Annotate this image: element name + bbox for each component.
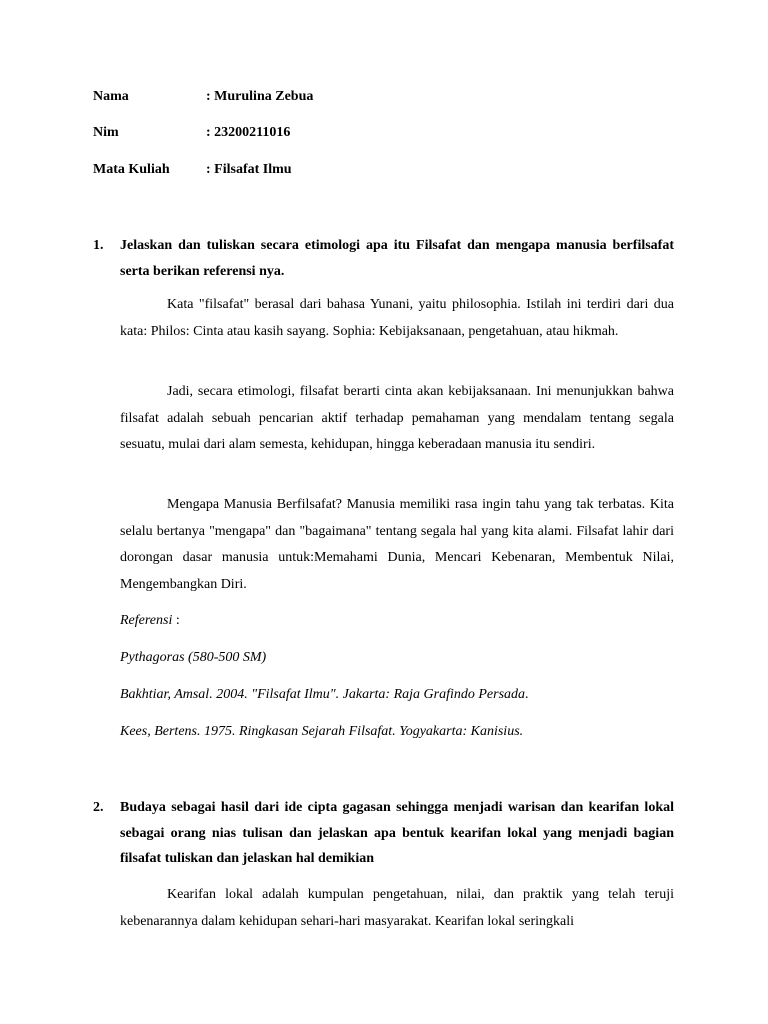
- nim-label: Nim: [93, 125, 119, 140]
- reference-2-text: Bakhtiar, Amsal. 2004. "Filsafat Ilmu". Jakarta: Raja Grafindo Persada: [120, 687, 526, 702]
- references-heading: [120, 611, 674, 631]
- answer-1-paragraph-3: Mengapa Manusia Berfilsafat? Manusia memiliki rasa ingin tahu yang tak terbatas. Kita selalu bertanya "mengapa" dan "bagaimana" tentang segala hal yang kita alami. Filsafat lahir dari dorongan dasar manusia untuk:Memahami Dunia, Mencari Kebenaran, Membentuk Nilai, Mengembangkan Diri.: [120, 497, 674, 593]
- references-label: Referensi: [120, 613, 173, 628]
- mata-kuliah-value: : Filsafat Ilmu: [206, 162, 292, 177]
- question-1-number: 1.: [93, 238, 104, 253]
- nama-value: : Murulina Zebua: [206, 89, 314, 104]
- mata-kuliah-label: Mata Kuliah: [93, 162, 170, 177]
- question-2-number: 2.: [93, 800, 104, 815]
- nim-value: : 23200211016: [206, 125, 291, 140]
- answer-1-paragraph-1: Kata "filsafat" berasal dari bahasa Yunani, yaitu philosophia. Istilah ini terdiri dari dua kata: Philos: Cinta atau kasih sayang. Sophia: Kebijaksanaan, pengetahuan, atau hikmah.: [120, 297, 674, 339]
- answer-2-paragraph-1: Kearifan lokal adalah kumpulan pengetahuan, nilai, dan praktik yang telah teruji kebenarannya dalam kehidupan sehari-hari masyarakat. Kearifan lokal seringkali: [120, 887, 674, 929]
- references-colon: :: [172, 613, 180, 628]
- reference-2: [120, 685, 674, 705]
- reference-2-suffix: .: [525, 687, 529, 702]
- reference-3: Kees, Bertens. 1975. Ringkasan Sejarah Filsafat. Yogyakarta: Kanisius.: [120, 724, 524, 739]
- nama-label: Nama: [93, 89, 129, 104]
- question-2-text: Budaya sebagai hasil dari ide cipta gagasan sehingga menjadi warisan dan kearifan lokal sebagai orang nias tulisan dan jelaskan apa bentuk kearifan lokal yang menjadi bagian filsafat tuliskan dan jelaskan hal demikian: [120, 800, 674, 867]
- reference-1: Pythagoras (580-500 SM): [120, 650, 267, 665]
- question-1-text: Jelaskan dan tuliskan secara etimologi apa itu Filsafat dan mengapa manusia berfilsafat serta berikan referensi nya.: [120, 238, 674, 279]
- answer-1-paragraph-2: Jadi, secara etimologi, filsafat berarti cinta akan kebijaksanaan. Ini menunjukkan bahwa filsafat adalah sebuah pencarian aktif terhadap pemahaman yang mendalam tentang segala sesuatu, mulai dari alam semesta, kehidupan, hingga keberadaan manusia itu sendiri.: [120, 384, 674, 453]
